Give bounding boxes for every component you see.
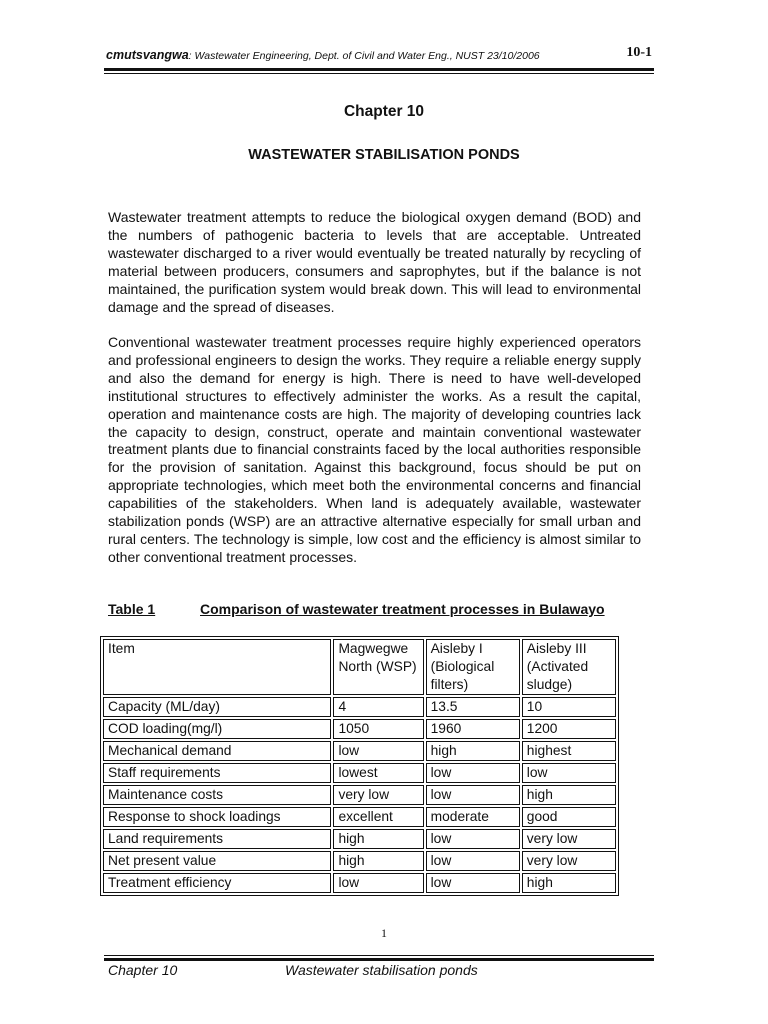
table-row [103, 873, 616, 893]
header-page-ref: 10-1 [626, 45, 652, 60]
footer-chapter: Chapter 10 [108, 962, 178, 978]
row-value-cell: high [426, 741, 520, 761]
paragraph-conventional: Conventional wastewater treatment processes require highly experienced operators and professional engineers to design the works. They require a reliable energy supply and also the demand for energy is high. There is need to have well-developed institutional structures to effectively administer the works. As a result the capital, operation and maintenance costs are high. The majority of developing countries lack the capacity to design, construct, operate and maintain conventional wastewater treatment plants due to financial constraints faced by the local authorities responsible for the provision of sanitation. Against this background, focus should be put on appropriate technologies, which meet both the environmental concerns and financial capabilities of the stakeholders. When land is adequately available, wastewater stabilization ponds (WSP) are an attractive alternative especially for small urban and rural centers. The technology is simple, low cost and the efficiency is almost similar to other conventional treatment processes. [108, 334, 641, 565]
row-value-cell: very low [333, 785, 423, 805]
row-value-cell: low [426, 763, 520, 783]
row-value-cell: low [333, 741, 423, 761]
table-row [103, 719, 616, 739]
row-value-cell: low [426, 873, 520, 893]
header-cell: Magwegwe North (WSP) [333, 639, 423, 695]
table-header-row [103, 639, 616, 695]
row-value-cell: 1200 [522, 719, 616, 739]
header-cell: Item [103, 639, 331, 695]
row-value-cell: 1960 [426, 719, 520, 739]
table-row [103, 741, 616, 761]
row-value-cell: low [522, 763, 616, 783]
row-value-cell: low [426, 851, 520, 871]
header-cell: Aisleby I (Biological filters) [426, 639, 520, 695]
comparison-table [100, 636, 619, 896]
row-value-cell: high [522, 873, 616, 893]
table-label: Table 1 [108, 601, 156, 617]
row-value-cell: highest [522, 741, 616, 761]
header-author: cmutsvangwa [106, 48, 189, 62]
row-value-cell: high [333, 829, 423, 849]
row-item-cell: Treatment efficiency [103, 873, 331, 893]
page-number: 1 [381, 926, 387, 940]
table-row [103, 697, 616, 717]
paragraph-intro: Wastewater treatment attempts to reduce the biological oxygen demand (BOD) and the numbers of pathogenic bacteria to levels that are acceptable. Untreated wastewater discharged to a river would eventually be treated naturally by recycling of material between producers, consumers and saprophytes, but if the balance is not maintained, the purification system would break down. This will lead to environmental damage and the spread of diseases. [108, 209, 641, 315]
table-row [103, 851, 616, 871]
row-value-cell: 10 [522, 697, 616, 717]
header-course: : Wastewater Engineering, Dept. of Civil and Water Eng., NUST 23/10/2006 [188, 50, 540, 62]
row-item-cell: Mechanical demand [103, 741, 331, 761]
header-rule-thin [104, 73, 654, 74]
header-rule-thick [104, 68, 654, 71]
row-item-cell: COD loading(mg/l) [103, 719, 331, 739]
table-row [103, 807, 616, 827]
row-value-cell: 1050 [333, 719, 423, 739]
row-value-cell: moderate [426, 807, 520, 827]
row-value-cell: good [522, 807, 616, 827]
table-caption [108, 601, 648, 617]
row-value-cell: very low [522, 851, 616, 871]
table-row [103, 763, 616, 783]
footer-rule-thin [104, 955, 654, 956]
row-value-cell: lowest [333, 763, 423, 783]
row-value-cell: high [333, 851, 423, 871]
row-item-cell: Land requirements [103, 829, 331, 849]
row-item-cell: Capacity (ML/day) [103, 697, 331, 717]
row-value-cell: 4 [333, 697, 423, 717]
table-caption-text: Comparison of wastewater treatment processes in Bulawayo [200, 601, 605, 617]
row-value-cell: 13.5 [426, 697, 520, 717]
header-cell: Aisleby III (Activated sludge) [522, 639, 616, 695]
table-row [103, 785, 616, 805]
row-value-cell: very low [522, 829, 616, 849]
row-value-cell: low [426, 785, 520, 805]
chapter-label: Chapter 10 [343, 103, 425, 120]
footer-rule-thick [104, 958, 654, 961]
running-header [106, 45, 652, 62]
chapter-title: WASTEWATER STABILISATION PONDS [248, 147, 520, 163]
table-row [103, 829, 616, 849]
row-item-cell: Response to shock loadings [103, 807, 331, 827]
row-item-cell: Staff requirements [103, 763, 331, 783]
row-value-cell: high [522, 785, 616, 805]
row-value-cell: excellent [333, 807, 423, 827]
row-value-cell: low [333, 873, 423, 893]
row-value-cell: low [426, 829, 520, 849]
row-item-cell: Maintenance costs [103, 785, 331, 805]
row-item-cell: Net present value [103, 851, 331, 871]
footer-title: Wastewater stabilisation ponds [285, 962, 478, 978]
